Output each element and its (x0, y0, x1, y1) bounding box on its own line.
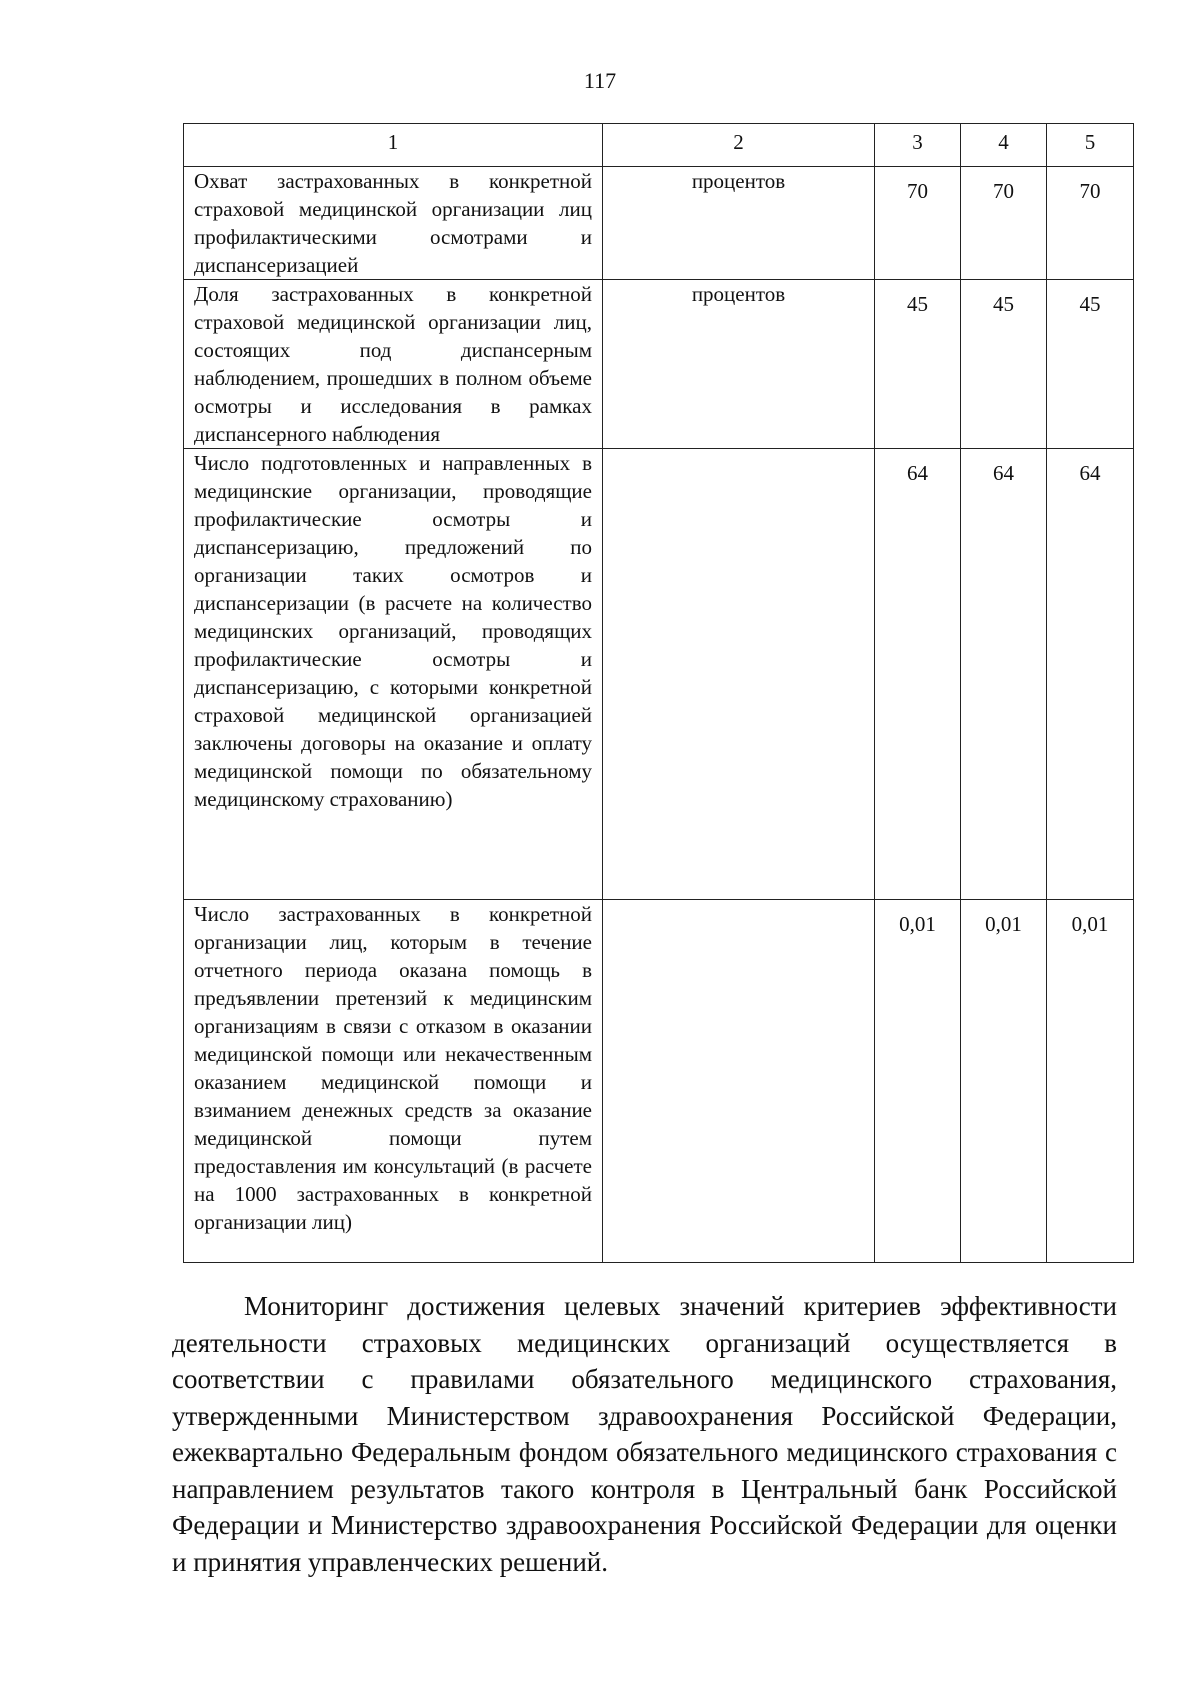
criterion-name: Охват застрахованных в конкретной страховой медицинской организации лиц профилактическими осмотрами и диспансеризацией (184, 167, 603, 280)
column-header-2: 2 (603, 124, 875, 167)
table-row (184, 449, 1134, 900)
table-row (184, 900, 1134, 1263)
criterion-value-4: 0,01 (961, 900, 1047, 1263)
column-header-3: 3 (875, 124, 961, 167)
column-header-1: 1 (184, 124, 603, 167)
criterion-unit (603, 900, 875, 1263)
table-row (184, 167, 1134, 280)
criterion-unit: процентов (603, 280, 875, 449)
criterion-value-5: 64 (1047, 449, 1134, 900)
criterion-value-4: 64 (961, 449, 1047, 900)
table-row (184, 280, 1134, 449)
criterion-unit (603, 449, 875, 900)
column-header-4: 4 (961, 124, 1047, 167)
monitoring-paragraph: Мониторинг достижения целевых значений критериев эффективности деятельности страховых медицинских организаций осуществляется в соответствии с правилами обязательного медицинского страхования, утвержденными Министерством здравоохранения Российской Федерации, ежеквартально Федеральным фондом обязательного медицинского страхования с направлением результатов такого контроля в Центральный банк Российской Федерации и Министерство здравоохранения Российской Федерации для оценки и принятия управленческих решений. (172, 1291, 1117, 1577)
criterion-value-3: 70 (875, 167, 961, 280)
column-header-5: 5 (1047, 124, 1134, 167)
criterion-value-5: 0,01 (1047, 900, 1134, 1263)
criterion-value-5: 45 (1047, 280, 1134, 449)
criterion-value-5: 70 (1047, 167, 1134, 280)
criterion-value-3: 0,01 (875, 900, 961, 1263)
table-header-row (184, 124, 1134, 167)
criterion-unit: процентов (603, 167, 875, 280)
criterion-value-3: 45 (875, 280, 961, 449)
criteria-table (183, 123, 1134, 1263)
criterion-name: Число застрахованных в конкретной организации лиц, которым в течение отчетного периода оказана помощь в предъявлении претензий к медицинским организациям в связи с отказом в оказании медицинской помощи или некачественным оказанием медицинской помощи и взиманием денежных средств за оказание медицинской помощи путем предоставления им консультаций (в расчете на 1000 застрахованных в конкретной организации лиц) (184, 900, 603, 1263)
criterion-name: Доля застрахованных в конкретной страховой медицинской организации лиц, состоящих под диспансерным наблюдением, прошедших в полном объеме осмотры и исследования в рамках диспансерного наблюдения (184, 280, 603, 449)
criterion-name: Число подготовленных и направленных в медицинские организации, проводящие профилактические осмотры и диспансеризацию, предложений по организации таких осмотров и диспансеризации (в расчете на количество медицинских организаций, проводящих профилактические осмотры и диспансеризацию, с которыми конкретной страховой медицинской организацией заключены договоры на оказание и оплату медицинской помощи по обязательному медицинскому страхованию) (184, 449, 603, 900)
criterion-value-3: 64 (875, 449, 961, 900)
page-number: 117 (583, 68, 617, 93)
criterion-value-4: 45 (961, 280, 1047, 449)
criterion-value-4: 70 (961, 167, 1047, 280)
